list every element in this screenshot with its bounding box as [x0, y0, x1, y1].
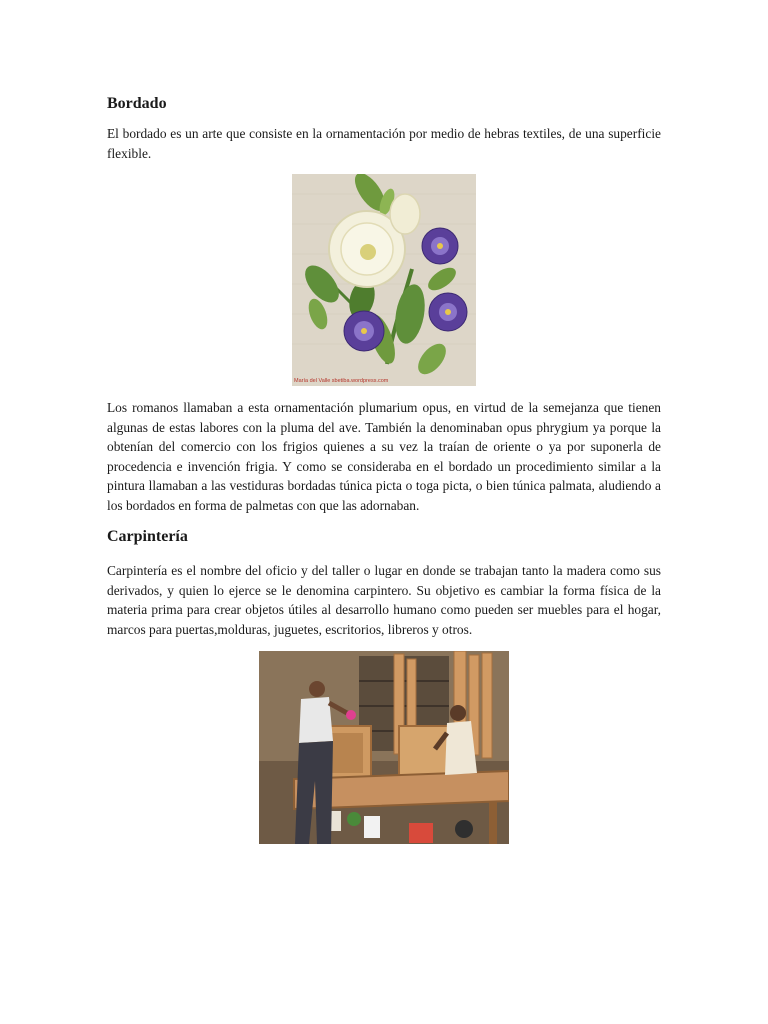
bordado-body-paragraph: Los romanos llamaban a esta ornamentación plumarium opus, en virtud de la semejanza que tienen algunas de estas labores con la pluma del ave. También la denominaban opus phrygium ya porque la obtenían del comercio con los frigios quienes a su vez la traían de oriente o ya por suponerla de procedencia e invención frigia. Y como se consideraba en el bordado un procedimiento similar a la pintura llamaban a las vestiduras bordadas túnica picta o toga picta, o bien túnica palmata, aludiendo a los bordados en forma de palmetas con que las adornaban.	[107, 400, 661, 513]
carpentry-workshop-image	[259, 651, 509, 844]
embroidery-watermark: María del Valle sbetiba.wordpress.com	[294, 378, 389, 384]
section-heading-carpinteria: Carpintería	[107, 528, 188, 545]
carpinteria-body-paragraph: Carpintería es el nombre del oficio y del taller o lugar en donde se trabajan tanto la madera como sus derivados, y quien lo ejerce se le denomina carpintero. Su objetivo es cambiar la forma física de la materia prima para crear objetos útiles al desarrollo humano como pueden ser muebles para el hogar, marcos para puertas,molduras, juguetes, escritorios, libreros y otros.	[107, 563, 661, 637]
bordado-intro-paragraph: El bordado es un arte que consiste en la ornamentación por medio de hebras textiles, de una superficie flexible.	[107, 126, 661, 161]
section-heading-bordado: Bordado	[107, 95, 167, 112]
document-page	[107, 90, 661, 844]
embroidery-image	[292, 174, 476, 386]
